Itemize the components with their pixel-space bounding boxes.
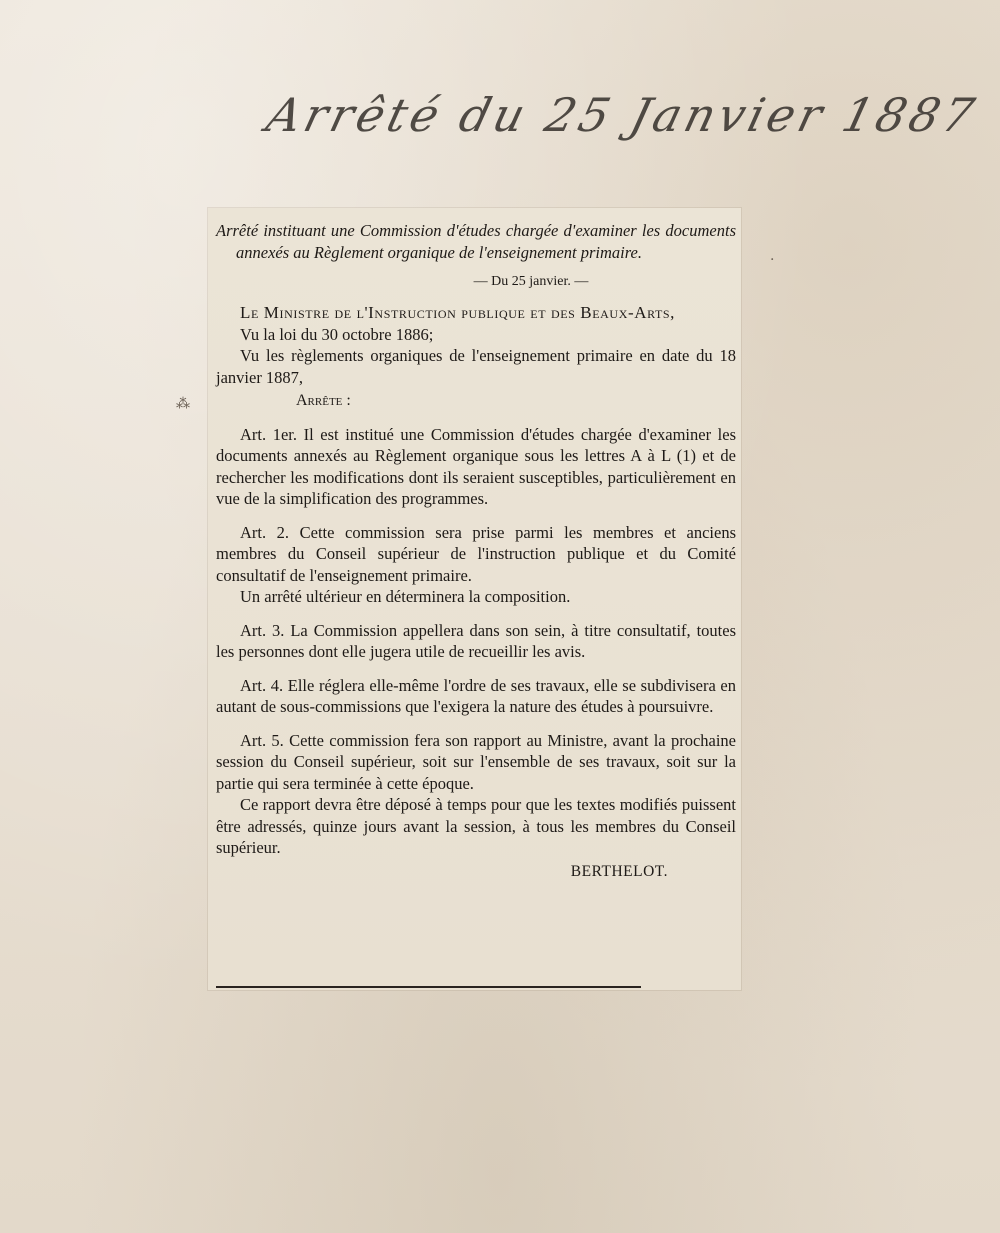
margin-dot: ·: [770, 252, 775, 268]
article-5: Art. 5. Cette commission fera son rapport au Ministre, avant la prochaine session du Conseil supérieur, soit sur l'ensemble de ses travaux, soit sur la partie qui sera terminée à cette époque.: [216, 730, 736, 793]
article-4: Art. 4. Elle réglera elle-même l'ordre de ses travaux, elle se subdivisera en autant de sous-commissions que l'exigera la nature des études à poursuivre.: [216, 675, 736, 716]
article-2: Art. 2. Cette commission sera prise parmi les membres et anciens membres du Conseil supérieur de l'instruction publique et du Comité consultatif de l'enseignement primaire.: [216, 522, 736, 585]
decree-title: Arrêté instituant une Commission d'études chargée d'examiner les documents annexés au Règlement organique de l'enseignement primaire.: [216, 221, 736, 262]
article-1: Art. 1er. Il est institué une Commission d'études chargée d'examiner les documents annexés au Règlement organique sous les lettres A à L (1) et de rechercher les modifications dont ils seraient susceptibles, particulièrement en vue de la simplification des programmes.: [216, 424, 736, 508]
decree-date: — Du 25 janvier. —: [473, 274, 589, 289]
minister-line: Le Ministre de l'Instruction publique et des Beaux-Arts,: [240, 303, 676, 322]
handwritten-heading: Arrêté du 25 Janvier 1887: [261, 88, 984, 142]
vu-law: Vu la loi du 30 octobre 1886;: [240, 324, 434, 344]
arrete-label: Arrête :: [296, 392, 351, 409]
article-3: Art. 3. La Commission appellera dans son sein, à titre consultatif, toutes les personnes dont elle jugera utile de recueillir les avis.: [216, 620, 736, 661]
signature: BERTHELOT.: [570, 862, 668, 880]
margin-mark: ⁂: [176, 396, 190, 412]
vu-regulations: Vu les règlements organiques de l'enseignement primaire en date du 18 janvier 1887,: [216, 346, 736, 387]
article-2-continued: Un arrêté ultérieur en déterminera la composition.: [240, 587, 571, 606]
article-5-continued: Ce rapport devra être déposé à temps pour que les textes modifiés puissent être adressés, quinze jours avant la session, à tous les membres du Conseil supérieur.: [216, 795, 736, 857]
clipping-text: [216, 212, 736, 882]
closing-rule: [216, 986, 641, 988]
newspaper-clipping: [208, 208, 741, 990]
